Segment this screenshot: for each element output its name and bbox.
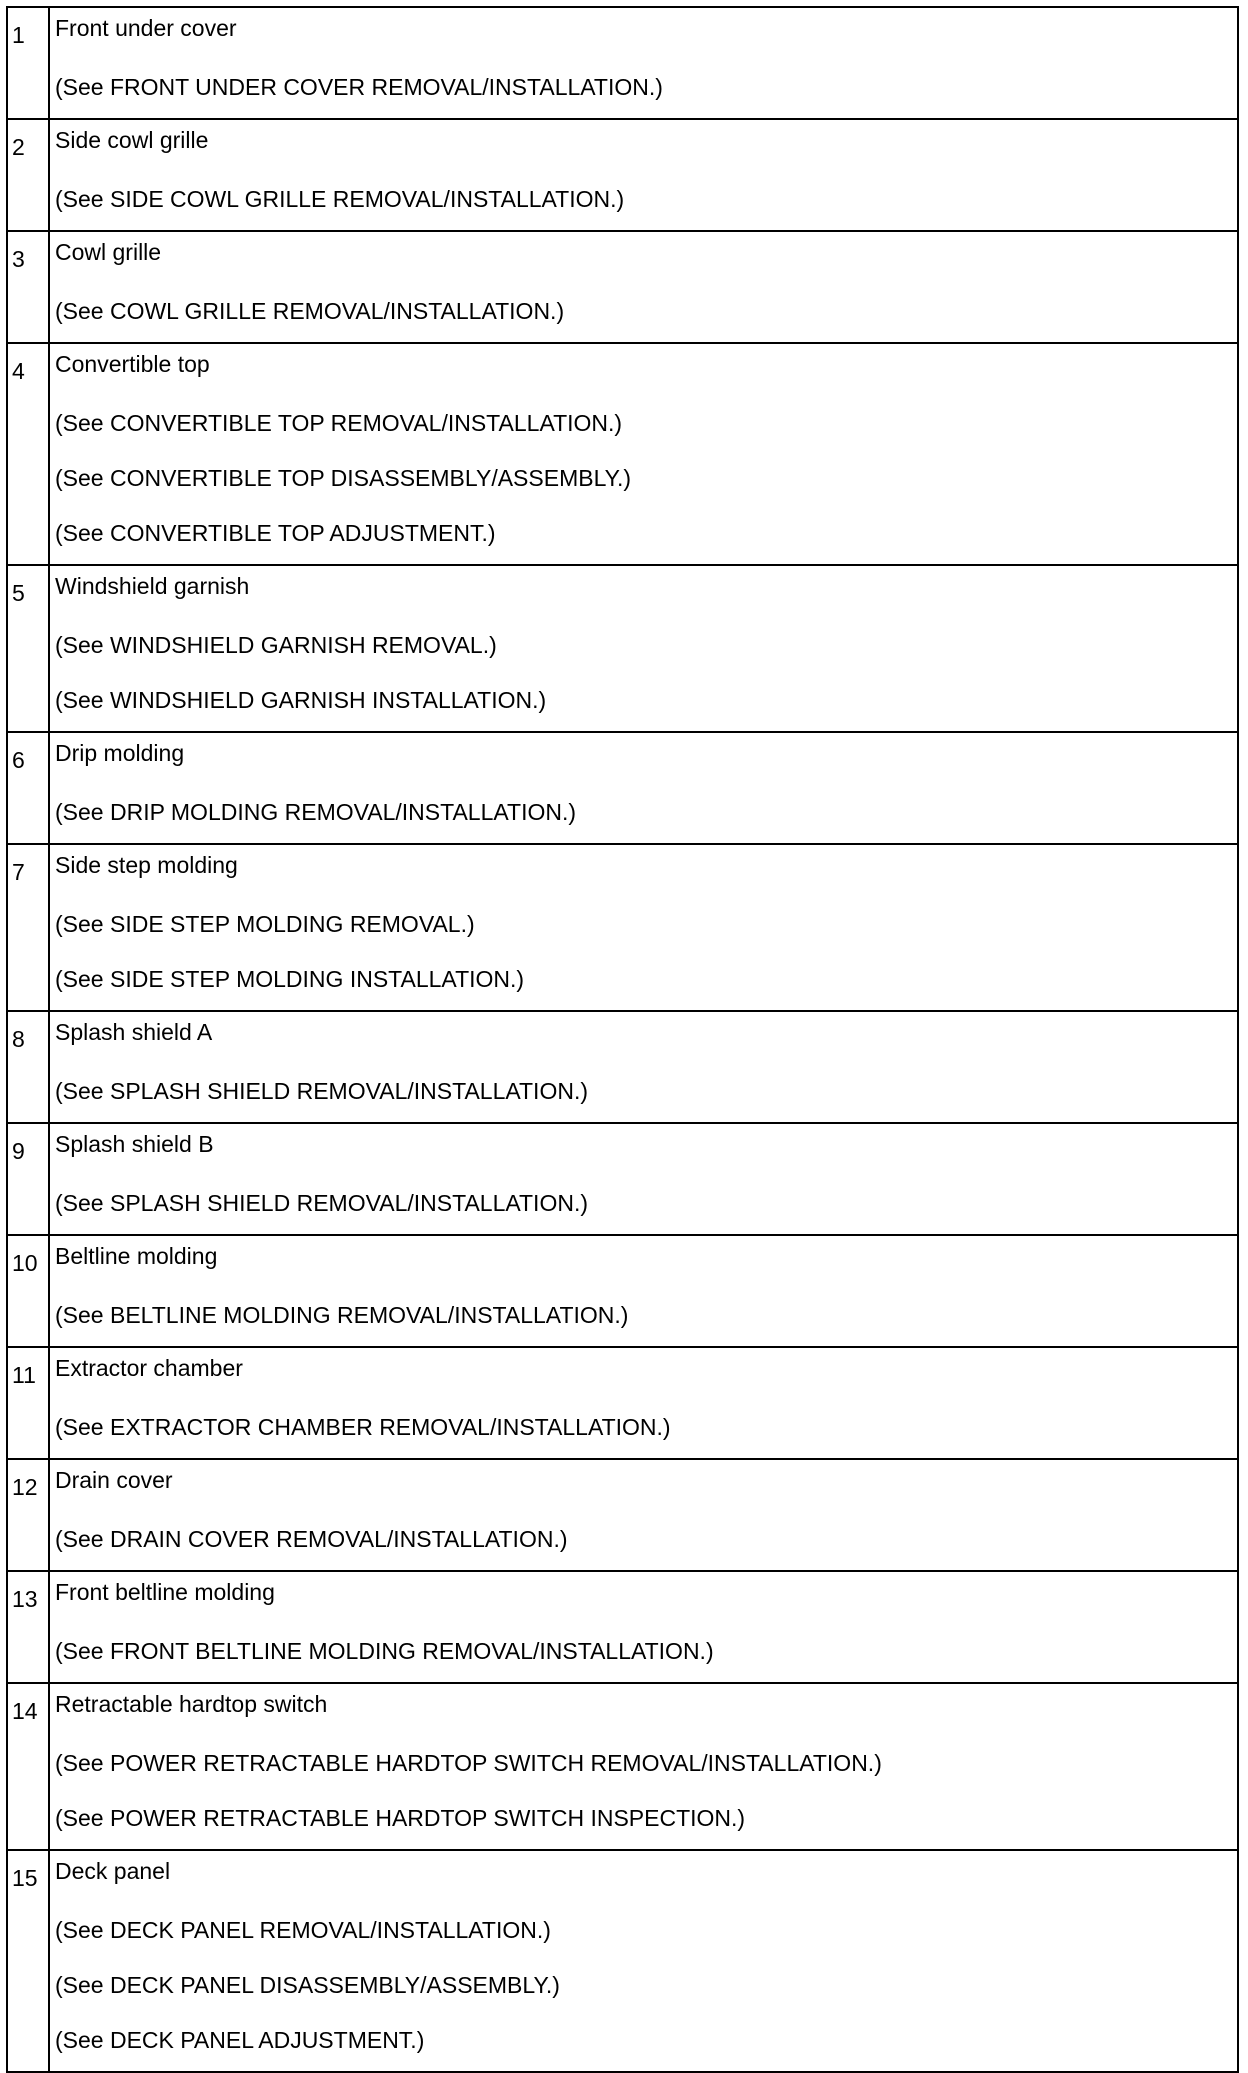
item-cell: [49, 1571, 1238, 1683]
item-number: 6: [7, 732, 49, 844]
item-reference-link[interactable]: (See FRONT BELTLINE MOLDING REMOVAL/INSTALLATION.): [55, 1638, 714, 1664]
item-cell: [49, 231, 1238, 343]
item-number: 1: [7, 7, 49, 119]
item-reference-link[interactable]: (See DRIP MOLDING REMOVAL/INSTALLATION.): [55, 799, 577, 825]
item-name: Splash shield B: [55, 1131, 214, 1157]
item-reference-link[interactable]: (See EXTRACTOR CHAMBER REMOVAL/INSTALLATION.): [55, 1414, 671, 1440]
item-name: Side cowl grille: [55, 127, 209, 153]
item-reference-link[interactable]: (See CONVERTIBLE TOP ADJUSTMENT.): [55, 520, 496, 546]
item-reference-link[interactable]: (See CONVERTIBLE TOP DISASSEMBLY/ASSEMBLY.): [55, 465, 632, 491]
item-name: Splash shield A: [55, 1019, 213, 1045]
item-number: 13: [7, 1571, 49, 1683]
item-number: 3: [7, 231, 49, 343]
item-cell: [49, 7, 1238, 119]
parts-table-body: [7, 7, 1238, 2072]
table-row: [7, 231, 1238, 343]
item-reference-link[interactable]: (See CONVERTIBLE TOP REMOVAL/INSTALLATION.): [55, 410, 623, 436]
table-row: [7, 1459, 1238, 1571]
item-reference-link[interactable]: (See WINDSHIELD GARNISH INSTALLATION.): [55, 687, 547, 713]
table-row: [7, 1235, 1238, 1347]
table-row: [7, 1571, 1238, 1683]
item-reference-link[interactable]: (See SIDE COWL GRILLE REMOVAL/INSTALLATION.): [55, 186, 625, 212]
item-reference-link[interactable]: (See SIDE STEP MOLDING REMOVAL.): [55, 911, 475, 937]
parts-document: [6, 6, 1239, 2073]
item-name: Deck panel: [55, 1858, 171, 1884]
item-name: Extractor chamber: [55, 1355, 243, 1381]
item-number: 14: [7, 1683, 49, 1850]
item-number: 9: [7, 1123, 49, 1235]
item-name: Front beltline molding: [55, 1579, 275, 1605]
item-cell: [49, 732, 1238, 844]
item-reference-link[interactable]: (See SPLASH SHIELD REMOVAL/INSTALLATION.): [55, 1190, 588, 1216]
item-number: 4: [7, 343, 49, 565]
table-row: [7, 1123, 1238, 1235]
item-cell: [49, 844, 1238, 1011]
table-row: [7, 119, 1238, 231]
table-row: [7, 844, 1238, 1011]
item-reference-link[interactable]: (See DRAIN COVER REMOVAL/INSTALLATION.): [55, 1526, 568, 1552]
parts-table: [6, 6, 1239, 2073]
item-cell: [49, 565, 1238, 732]
item-name: Side step molding: [55, 852, 238, 878]
item-number: 10: [7, 1235, 49, 1347]
item-reference-link[interactable]: (See DECK PANEL DISASSEMBLY/ASSEMBLY.): [55, 1972, 560, 1998]
item-cell: [49, 343, 1238, 565]
item-number: 5: [7, 565, 49, 732]
item-reference-link[interactable]: (See SIDE STEP MOLDING INSTALLATION.): [55, 966, 525, 992]
table-row: [7, 1347, 1238, 1459]
table-row: [7, 1850, 1238, 2072]
item-name: Drip molding: [55, 740, 185, 766]
item-number: 11: [7, 1347, 49, 1459]
item-number: 15: [7, 1850, 49, 2072]
item-name: Beltline molding: [55, 1243, 218, 1269]
item-name: Retractable hardtop switch: [55, 1691, 328, 1717]
table-row: [7, 732, 1238, 844]
item-reference-link[interactable]: (See SPLASH SHIELD REMOVAL/INSTALLATION.): [55, 1078, 588, 1104]
item-cell: [49, 1123, 1238, 1235]
table-row: [7, 7, 1238, 119]
item-reference-link[interactable]: (See WINDSHIELD GARNISH REMOVAL.): [55, 632, 497, 658]
table-row: [7, 565, 1238, 732]
item-reference-link[interactable]: (See BELTLINE MOLDING REMOVAL/INSTALLATION.): [55, 1302, 629, 1328]
item-cell: [49, 1459, 1238, 1571]
table-row: [7, 1011, 1238, 1123]
item-name: Windshield garnish: [55, 573, 250, 599]
item-name: Convertible top: [55, 351, 210, 377]
item-cell: [49, 1347, 1238, 1459]
table-row: [7, 343, 1238, 565]
item-name: Cowl grille: [55, 239, 162, 265]
item-reference-link[interactable]: (See COWL GRILLE REMOVAL/INSTALLATION.): [55, 298, 565, 324]
item-cell: [49, 1235, 1238, 1347]
table-row: [7, 1683, 1238, 1850]
item-cell: [49, 1011, 1238, 1123]
item-number: 7: [7, 844, 49, 1011]
item-number: 2: [7, 119, 49, 231]
item-reference-link[interactable]: (See DECK PANEL REMOVAL/INSTALLATION.): [55, 1917, 551, 1943]
item-name: Drain cover: [55, 1467, 173, 1493]
item-reference-link[interactable]: (See FRONT UNDER COVER REMOVAL/INSTALLATION.): [55, 74, 663, 100]
item-reference-link[interactable]: (See POWER RETRACTABLE HARDTOP SWITCH REMOVAL/INSTALLATION.): [55, 1750, 882, 1776]
item-reference-link[interactable]: (See DECK PANEL ADJUSTMENT.): [55, 2027, 425, 2053]
item-number: 12: [7, 1459, 49, 1571]
item-reference-link[interactable]: (See POWER RETRACTABLE HARDTOP SWITCH INSPECTION.): [55, 1805, 746, 1831]
item-number: 8: [7, 1011, 49, 1123]
item-cell: [49, 1683, 1238, 1850]
item-name: Front under cover: [55, 15, 237, 41]
item-cell: [49, 1850, 1238, 2072]
item-cell: [49, 119, 1238, 231]
